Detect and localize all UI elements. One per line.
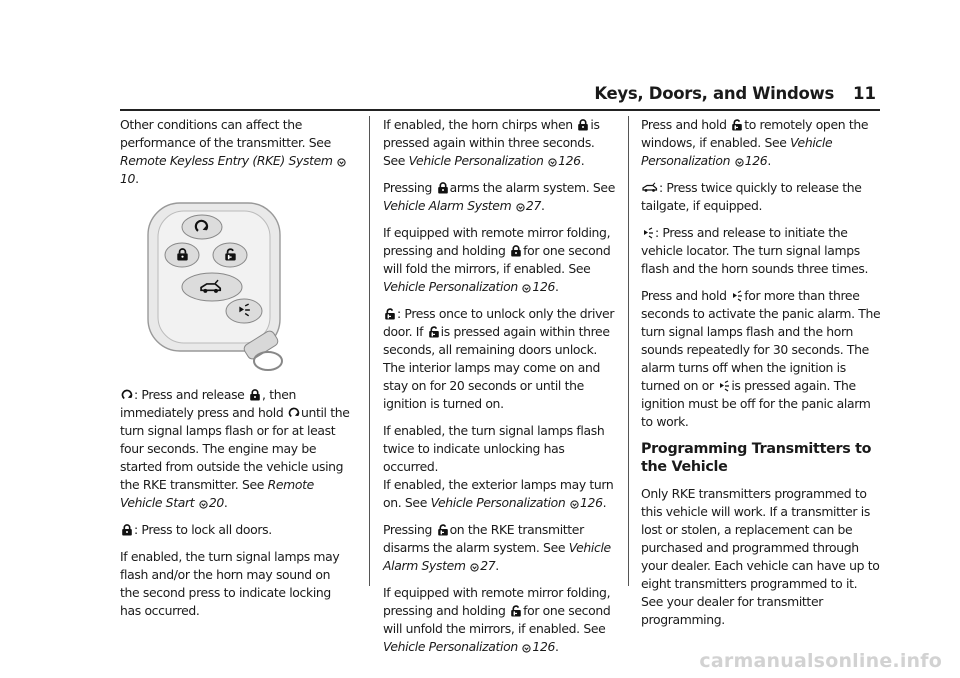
page-ref-arrow-icon	[522, 644, 531, 653]
paragraph: : Press and release to initiate the vehicle locator. The turn signal lamps flash and the horn sounds three times.	[641, 225, 869, 276]
xref-rke-system[interactable]: Remote Keyless Entry (RKE) System	[120, 153, 333, 168]
key-fob-illustration	[144, 197, 294, 372]
remote-start-icon	[288, 407, 300, 419]
page-ref-arrow-icon	[570, 500, 579, 509]
page-ref[interactable]: 27	[480, 558, 496, 573]
xref-remote-vehicle-start[interactable]: Remote Vehicle Start	[120, 477, 314, 510]
page-ref[interactable]: 10	[120, 171, 136, 186]
xref-vehicle-personalization[interactable]: Vehicle Personalization	[641, 135, 833, 168]
section-heading: Programming Transmitters to the Vehicle	[641, 441, 872, 475]
paragraph: Only RKE transmitters programmed to this vehicle will work. If a transmitter is lost or stolen, a replacement can be purchased and programmed through your dealer. Each vehicle can have up to eight transmitters programmed to it. See your dealer for transmitter programming.	[641, 486, 880, 627]
column-3	[641, 116, 881, 638]
paragraph: Press and hold to remotely open the windows, if enabled. See Vehicle Personalization 126.	[641, 117, 869, 168]
paragraph: If equipped with remote mirror folding, pressing and holding for one second will unfold the mirrors, if enabled. See Vehicle Personalization 126.	[383, 585, 611, 654]
lock-icon	[510, 245, 522, 257]
watermark: carmanualsonline.info	[699, 650, 942, 672]
column-divider-1	[369, 116, 370, 586]
paragraph: : Press and release , then immediately press and hold until the turn signal lamps flash or for at least four seconds. The engine may be started from outside the vehicle using the RKE transmitter. See Remote Vehicle Start 20.	[120, 387, 350, 510]
unlock-icon	[384, 308, 396, 320]
header-rule	[120, 109, 880, 111]
paragraph: If enabled, the turn signal lamps flash twice to indicate unlocking has occurred.	[383, 423, 605, 474]
paragraph: : Press once to unlock only the driver door. If is pressed again within three seconds, all remaining doors unlock. The interior lamps may come on and stay on for 20 seconds or until the ignition is turned on.	[383, 306, 615, 411]
paragraph: Other conditions can affect the performance of the transmitter. See Remote Keyless Entry (RKE) System 10.	[120, 116, 352, 188]
xref-vehicle-personalization[interactable]: Vehicle Personalization	[408, 153, 544, 168]
paragraph: Press and hold for more than three seconds to activate the panic alarm. The turn signal lamps flash and the horn sounds repeatedly for 30 seconds. The alarm turns off when the ignition is turned on or is pressed again. The ignition must be off for the panic alarm to work.	[641, 288, 881, 429]
lock-icon	[249, 389, 261, 401]
paragraph: : Press to lock all doors.	[120, 521, 352, 539]
paragraph: Pressing on the RKE transmitter disarms the alarm system. See Vehicle Alarm System 27.	[383, 522, 611, 573]
lock-icon	[437, 182, 449, 194]
unlock-icon	[428, 326, 440, 338]
vehicle-locator-icon	[642, 227, 654, 239]
unlock-icon	[731, 119, 743, 131]
xref-vehicle-personalization[interactable]: Vehicle Personalization	[430, 495, 566, 510]
unlock-icon	[437, 524, 449, 536]
page-ref[interactable]: 126	[558, 153, 581, 168]
page-ref-arrow-icon	[548, 158, 557, 167]
page-ref-arrow-icon	[199, 500, 208, 509]
xref-vehicle-personalization[interactable]: Vehicle Personalization	[383, 279, 518, 294]
unlock-icon	[510, 605, 522, 617]
xref-vehicle-alarm-system[interactable]: Vehicle Alarm System	[383, 540, 611, 573]
xref-vehicle-personalization[interactable]: Vehicle Personalization	[383, 639, 518, 654]
page-ref[interactable]: 126	[580, 495, 603, 510]
column-2	[383, 116, 619, 665]
page-header-title: Keys, Doors, and Windows	[594, 84, 834, 103]
page-ref[interactable]: 20	[208, 495, 224, 510]
page-ref[interactable]: 27	[525, 198, 541, 213]
paragraph: Pressing arms the alarm system. See Vehicle Alarm System 27.	[383, 180, 615, 213]
page-ref-arrow-icon	[516, 203, 525, 212]
vehicle-locator-icon	[718, 380, 730, 392]
page-ref-arrow-icon	[735, 158, 744, 167]
xref-vehicle-alarm-system[interactable]: Vehicle Alarm System	[383, 198, 512, 213]
lock-icon	[121, 524, 133, 536]
page-ref[interactable]: 126	[744, 153, 768, 168]
page-ref-arrow-icon	[522, 284, 531, 293]
page-ref[interactable]: 126	[532, 279, 556, 294]
lock-icon	[577, 119, 589, 131]
page-ref[interactable]: 126	[532, 639, 556, 654]
tailgate-icon	[642, 182, 658, 194]
vehicle-locator-icon	[731, 290, 743, 302]
page-number: 11	[853, 84, 876, 103]
paragraph: If equipped with remote mirror folding, pressing and holding for one second will fold the mirrors, if enabled. See Vehicle Personalization 126.	[383, 225, 611, 294]
paragraph: : Press twice quickly to release the tailgate, if equipped.	[641, 180, 862, 213]
paragraph: If enabled, the horn chirps when is pressed again within three seconds. See Vehicle Personalization 126.	[383, 117, 600, 168]
remote-start-icon	[121, 389, 133, 401]
paragraph: If enabled, the exterior lamps may turn on. See Vehicle Personalization 126.	[383, 477, 614, 510]
column-divider-2	[628, 116, 629, 586]
paragraph: If enabled, the turn signal lamps may flash and/or the horn may sound on the second press to indicate locking has occurred.	[120, 549, 340, 618]
page-ref-arrow-icon	[470, 563, 479, 572]
column-1	[120, 116, 352, 629]
page-ref-arrow-icon	[337, 158, 346, 167]
